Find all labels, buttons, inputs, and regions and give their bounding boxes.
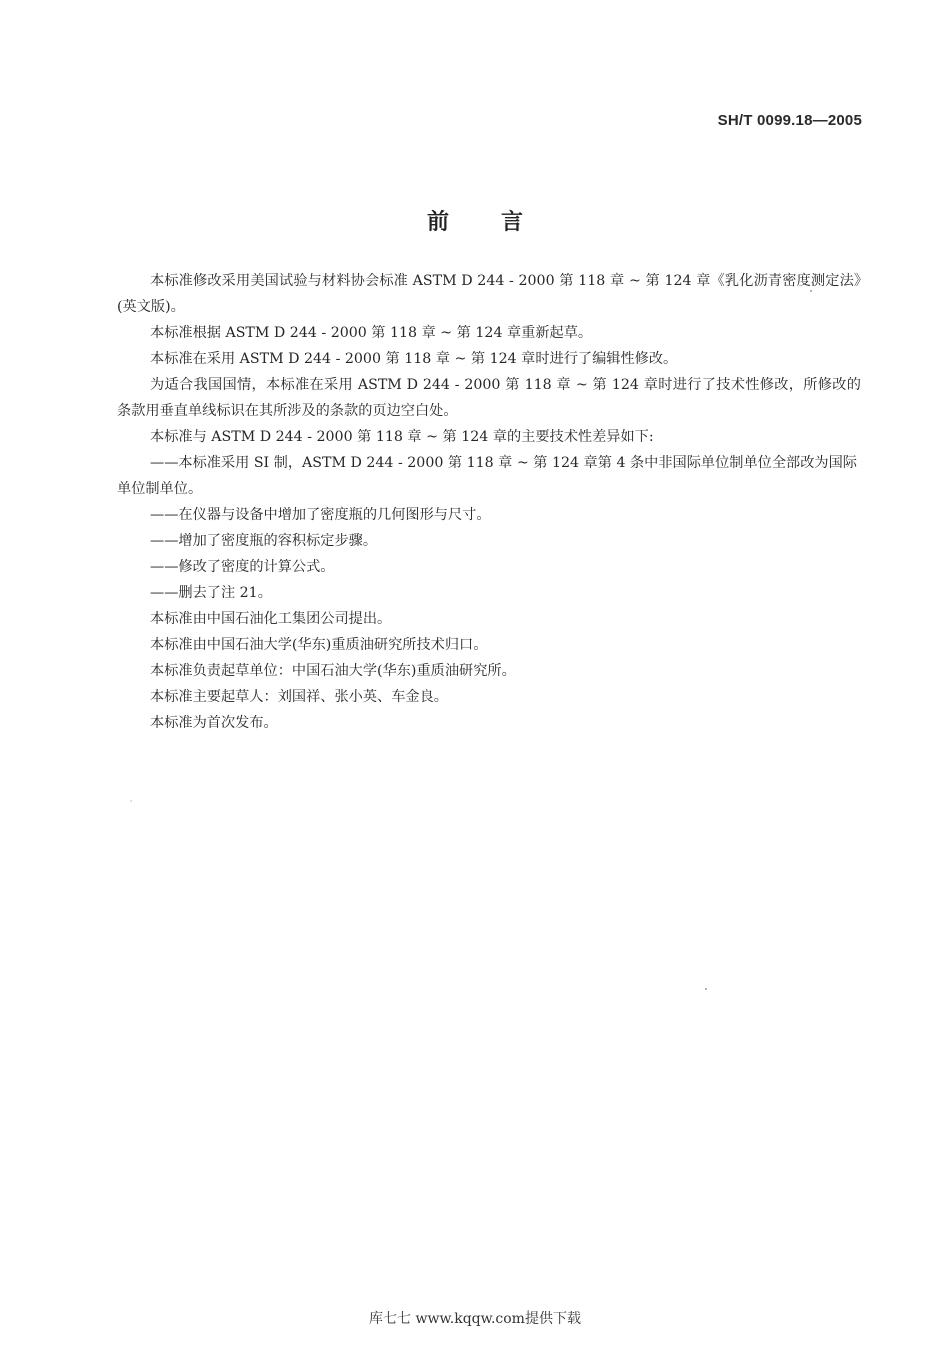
paragraph-drafters: 本标准主要起草人：刘国祥、张小英、车金良。 <box>150 689 448 705</box>
paragraph-redrafted: 本标准根据 ASTM D 244 - 2000 第 118 章 ~ 第 124 章重新起草。 <box>150 325 593 341</box>
scan-speck <box>810 290 812 292</box>
paragraph-technical: 为适合我国国情，本标准在采用 ASTM D 244 - 2000 第 118 章 ~ 第 124 章时进行了技术性修改，所修改的条款用垂直单线标识在其所涉及的条款的页边空白处。 <box>117 377 861 419</box>
paragraph-drafting-unit: 本标准负责起草单位：中国石油大学(华东)重质油研究所。 <box>150 663 516 679</box>
difference-item: ——在仪器与设备中增加了密度瓶的几何图形与尺寸。 <box>150 507 491 523</box>
paragraph-proposer: 本标准由中国石油化工集团公司提出。 <box>150 611 392 627</box>
paragraph-editorial: 本标准在采用 ASTM D 244 - 2000 第 118 章 ~ 第 124 章时进行了编辑性修改。 <box>150 351 678 367</box>
paragraph-first-release: 本标准为首次发布。 <box>150 715 278 731</box>
paragraph-management: 本标准由中国石油大学(华东)重质油研究所技术归口。 <box>150 637 488 653</box>
scan-speck <box>130 800 132 802</box>
difference-item: ——修改了密度的计算公式。 <box>150 559 335 575</box>
difference-item: ——增加了密度瓶的容积标定步骤。 <box>150 533 378 549</box>
scan-speck <box>705 988 707 990</box>
paragraph-differences-intro: 本标准与 ASTM D 244 - 2000 第 118 章 ~ 第 124 章的主要技术性差异如下: <box>150 429 654 445</box>
foreword-body <box>117 268 861 736</box>
standard-number: SH/T 0099.18—2005 <box>717 112 862 129</box>
paragraph-adoption: 本标准修改采用美国试验与材料协会标准 ASTM D 244 - 2000 第 118 章 ~ 第 124 章《乳化沥青密度测定法》(英文版)。 <box>117 273 861 315</box>
page-title: 前言 <box>426 210 575 235</box>
download-footer: 库七七 www.kqqw.com提供下载 <box>369 1311 581 1327</box>
difference-item: ——删去了注 21。 <box>150 585 272 601</box>
difference-item: ——本标准采用 SI 制，ASTM D 244 - 2000 第 118 章 ~ 第 124 章第 4 条中非国际单位制单位全部改为国际单位制单位。 <box>117 455 857 497</box>
